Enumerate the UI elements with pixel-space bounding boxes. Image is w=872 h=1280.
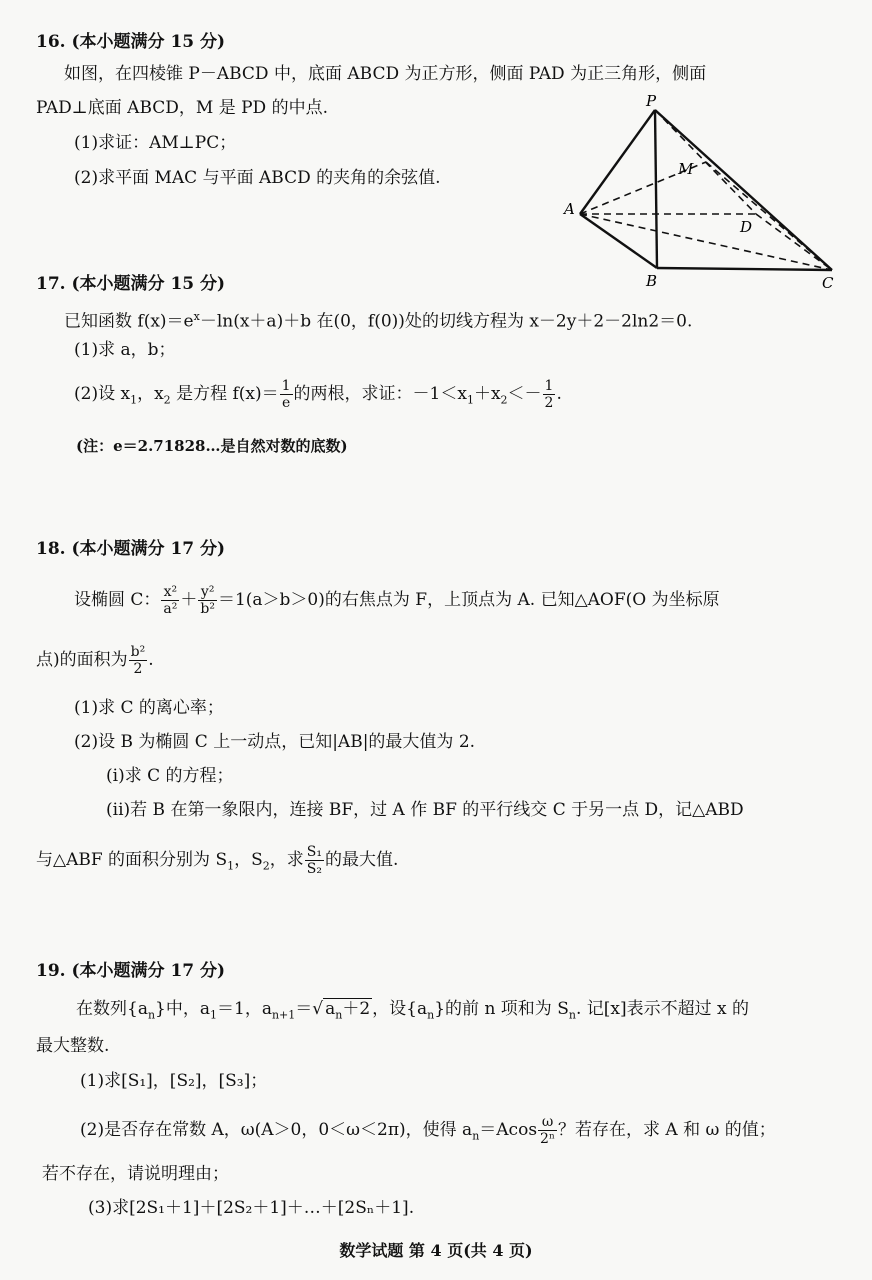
- problem-17-header: 17. (本小题满分 15 分): [36, 274, 226, 294]
- problem-18-question-2i: (i)求 C 的方程；: [106, 766, 234, 786]
- problem-19-question-2-line-2: 若不存在，请说明理由；: [42, 1164, 229, 1184]
- problem-17-question-1: (1)求 a，b；: [74, 340, 176, 360]
- problem-19-header: 19. (本小题满分 17 分): [36, 961, 226, 981]
- label-B: B: [646, 272, 658, 290]
- problem-18-header: 18. (本小题满分 17 分): [36, 539, 226, 559]
- problem-17-line-1: 已知函数 $f(x)=e^x-\ln(x+a)+b$ 在(0，f(0))处的切线方程为 x－2y＋2－2ln2＝0.: [64, 310, 693, 332]
- problem-18-line-last: 与△ABF 的面积分别为 $S_1$，$S_2$，求 $\frac{\text{S₁}}{\text{S₂}}$ 的最大值.: [36, 844, 399, 877]
- label-A: A: [564, 200, 575, 218]
- problem-18-question-1: (1)求 C 的离心率；: [74, 698, 224, 718]
- problem-19-question-1: (1)求[S₁]，[S₂]，[S₃]；: [80, 1071, 268, 1091]
- pyramid-figure: [560, 88, 850, 298]
- problem-19-line-1: 在数列$\{a_n\}$中，$a_1=1$，$a_{n+1}=√$ $a_n+2$ ，设$\{a_n\}$的前 n 项和为 $S_n$. 记[x]表示不超过 x 的: [76, 997, 749, 1027]
- problem-18-line-1: 设椭圆 C： $\frac{\text{x²}}{\text{a²}}$ ＋ $\frac{\text{y²}}{\text{b²}}$ ＝1(a＞b＞0)的右焦点为 F，上顶点为 A. 已知△AOF(O 为坐标原: [74, 584, 720, 617]
- problem-16-question-1: (1)求证：AM⊥PC；: [74, 133, 237, 153]
- label-C: C: [822, 274, 834, 292]
- page-footer: 数学试题 第 4 页(共 4 页): [339, 1241, 533, 1260]
- problem-19-question-3: (3)求[2S₁＋1]＋[2S₂＋1]＋…＋[2Sₙ＋1].: [88, 1198, 415, 1218]
- problem-17-note: (注：e＝2.71828…是自然对数的底数): [76, 437, 348, 455]
- problem-16-question-2: (2)求平面 MAC 与平面 ABCD 的夹角的余弦值.: [74, 168, 441, 188]
- problem-17-question-2: (2)设 $x_1$，$x_2$ 是方程 f(x)＝ $\frac{1}{e}$ 的两根，求证：$-1<x_1+x_2<-$ $\frac{1}{2}$ .: [74, 378, 562, 411]
- label-D: D: [740, 218, 753, 236]
- problem-19-question-2: (2)是否存在常数 A，ω(A＞0，0＜ω＜2π)，使得 $a_n=Acos$ $\frac{\omega}{\text{2ⁿ}}$ ？若存在，求 A 和 ω 的值；: [80, 1114, 776, 1147]
- fraction-1-over-e: $\frac{1}{e}$: [281, 378, 291, 411]
- problem-16-line-1: 如图，在四棱锥 P－ABCD 中，底面 ABCD 为正方形，侧面 PAD 为正三角形，侧面: [64, 64, 707, 84]
- problem-18-question-2: (2)设 B 为椭圆 C 上一动点，已知|AB|的最大值为 2.: [74, 732, 476, 752]
- problem-18-line-2: 点)的面积为 $\frac{\text{b²}}{2}$ .: [36, 644, 154, 677]
- label-M: M: [678, 160, 694, 178]
- problem-19-line-2: 最大整数.: [36, 1036, 110, 1056]
- problem-16-header: 16. (本小题满分 15 分): [36, 32, 226, 52]
- label-P: P: [646, 92, 657, 110]
- fraction-1-over-2: $\frac{1}{2}$: [544, 378, 554, 411]
- problem-18-question-2ii: (ii)若 B 在第一象限内，连接 BF，过 A 作 BF 的平行线交 C 于另一点 D，记△ABD: [106, 800, 744, 820]
- problem-16-line-2: PAD⊥底面 ABCD，M 是 PD 的中点.: [36, 98, 328, 118]
